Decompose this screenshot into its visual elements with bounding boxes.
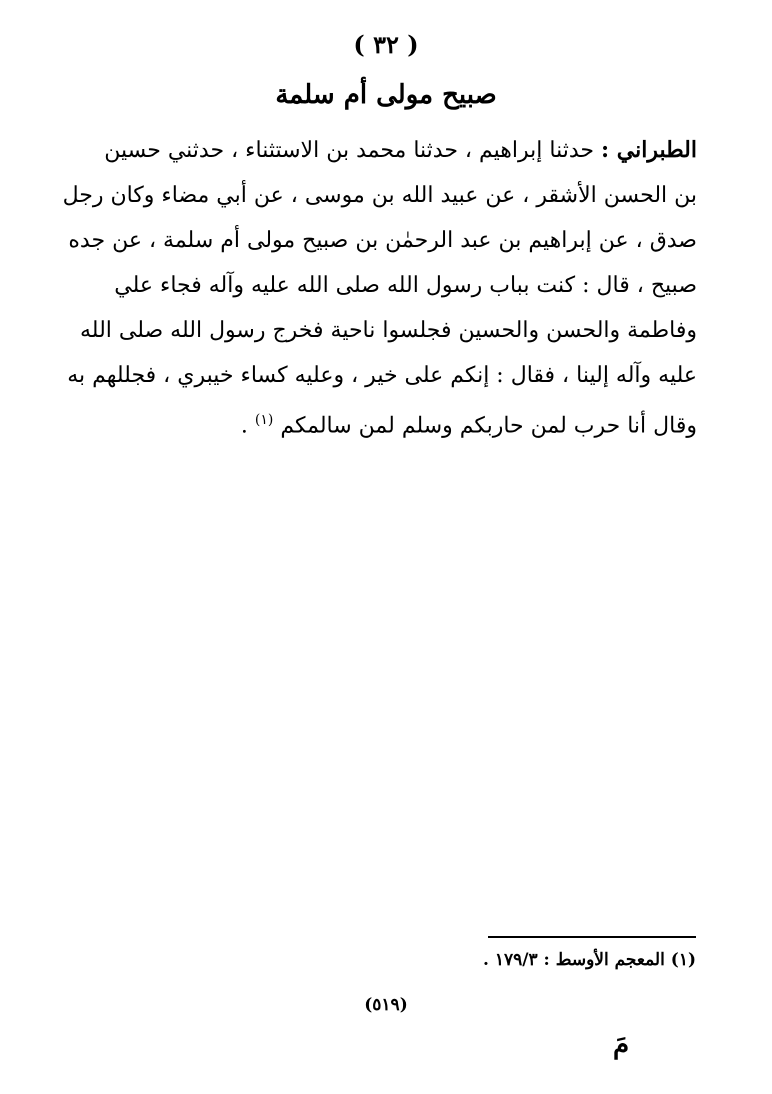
body-line: صبيح ، قال : كنت بباب رسول الله صلى الله عليه وآله فجاء علي [114, 273, 697, 298]
footnote-divider [488, 936, 696, 938]
sentence-end: . [240, 413, 255, 439]
footnote-reference[interactable]: (١) [254, 412, 274, 428]
signature-mark: مَ [613, 1030, 630, 1060]
body-line: وفاطمة والحسن والحسين فجلسوا ناحية فخرج رسول الله صلى الله [80, 318, 697, 343]
page-number: (٥١٩) [364, 995, 408, 1015]
source-name: الطبراني : [601, 137, 697, 163]
footnote: (١) المعجم الأوسط : ١٧٩/٣ . [483, 950, 696, 970]
section-heading: صبيح مولى أم سلمة [275, 80, 497, 110]
body-line-text: وقال أنا حرب لمن حاربكم وسلم لمن سالمكم [280, 413, 697, 439]
body-line [75, 128, 697, 173]
body-line [75, 398, 697, 448]
body-line-text: حدثنا إبراهيم ، حدثنا محمد بن الاستثناء ، حدثني حسين [104, 138, 594, 163]
body-line: صدق ، عن إبراهيم بن عبد الرحمٰن بن صبيح مولى أم سلمة ، عن جده [68, 228, 697, 253]
chapter-number: ( ٣٢ ) [353, 30, 419, 59]
body-text [62, 128, 697, 448]
body-line: عليه وآله إلينا ، فقال : إنكم على خير ، وعليه كساء خيبري ، فجللهم به [67, 363, 697, 388]
body-line: بن الحسن الأشقر ، عن عبيد الله بن موسى ، عن أبي مضاء وكان رجل [62, 183, 697, 208]
